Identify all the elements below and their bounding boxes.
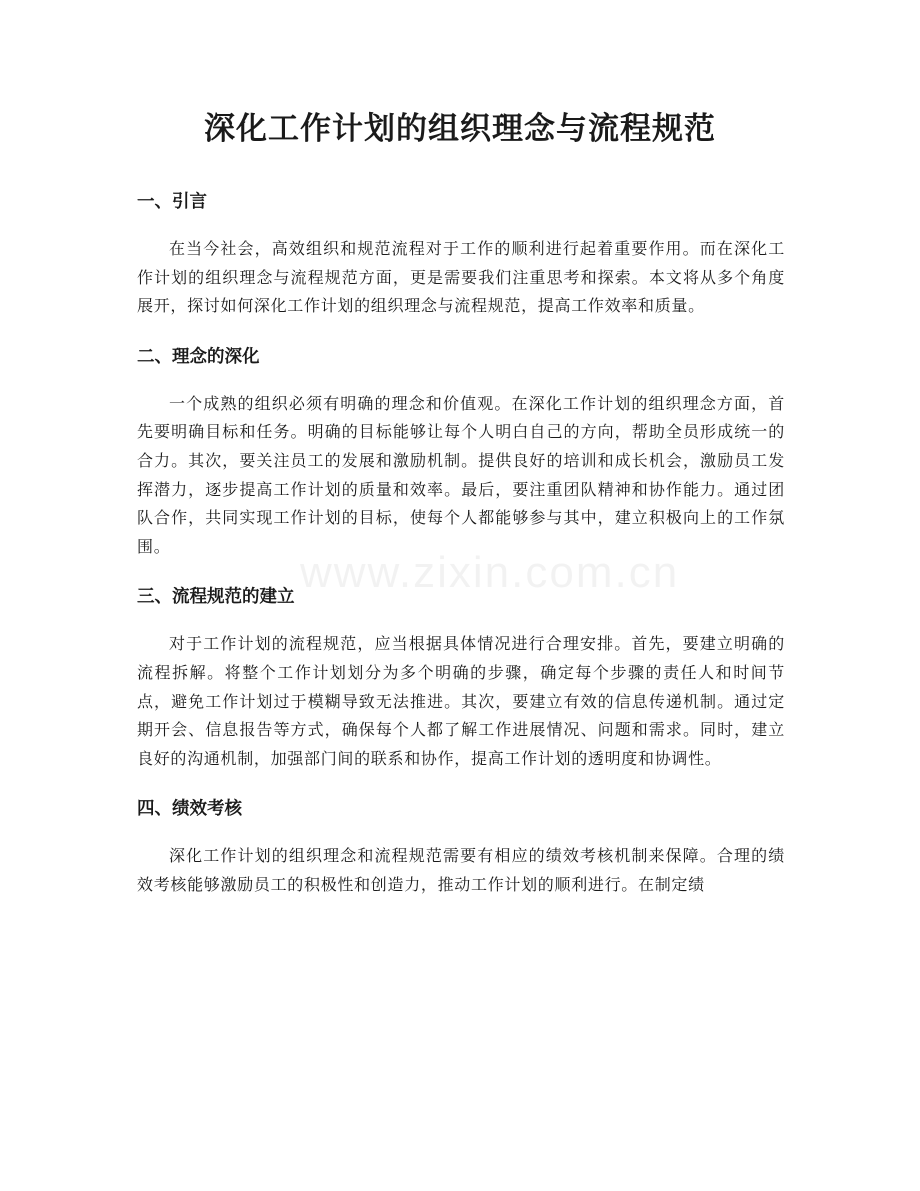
section-heading: 二、理念的深化 (137, 346, 260, 367)
section-concept (137, 337, 785, 562)
section-introduction (137, 182, 785, 321)
section-process (137, 577, 785, 773)
watermark: www.zixin.com.cn (300, 548, 680, 597)
section-heading: 三、流程规范的建立 (137, 587, 295, 608)
section-heading: 一、引言 (137, 192, 207, 212)
section-paragraph: 对于工作计划的流程规范，应当根据具体情况进行合理安排。首先，要建立明确的流程拆解。将整个工作计划划分为多个明确的步骤，确定每个步骤的责任人和时间节点，避免工作计划过于模糊导致无法推进。其次，要建立有效的信息传递机制。通过定期开会、信息报告等方式，确保每个人都了解工作进展情况、问题和需求。同时，建立良好的沟通机制，加强部门间的联系和协作，提高工作计划的透明度和协调性。 (137, 634, 785, 768)
section-performance (137, 789, 785, 899)
section-heading: 四、绩效考核 (137, 799, 242, 820)
section-paragraph: 在当今社会，高效组织和规范流程对于工作的顺利进行起着重要作用。而在深化工作计划的组织理念与流程规范方面，更是需要我们注重思考和探索。本文将从多个角度展开，探讨如何深化工作计划的组织理念与流程规范，提高工作效率和质量。 (137, 239, 785, 316)
document-title: 深化工作计划的组织理念与流程规范 (204, 111, 716, 147)
document-body (137, 182, 785, 916)
section-paragraph: 深化工作计划的组织理念和流程规范需要有相应的绩效考核机制来保障。合理的绩效考核能够激励员工的积极性和创造力，推动工作计划的顺利进行。在制定绩 (137, 846, 785, 894)
section-paragraph: 一个成熟的组织必须有明确的理念和价值观。在深化工作计划的组织理念方面，首先要明确目标和任务。明确的目标能够让每个人明白自己的方向，帮助全员形成统一的合力。其次，要关注员工的发展和激励机制。提供良好的培训和成长机会，激励员工发挥潜力，逐步提高工作计划的质量和效率。最后，要注重团队精神和协作能力。通过团队合作，共同实现工作计划的目标，使每个人都能够参与其中，建立积极向上的工作氛围。 (137, 393, 785, 556)
